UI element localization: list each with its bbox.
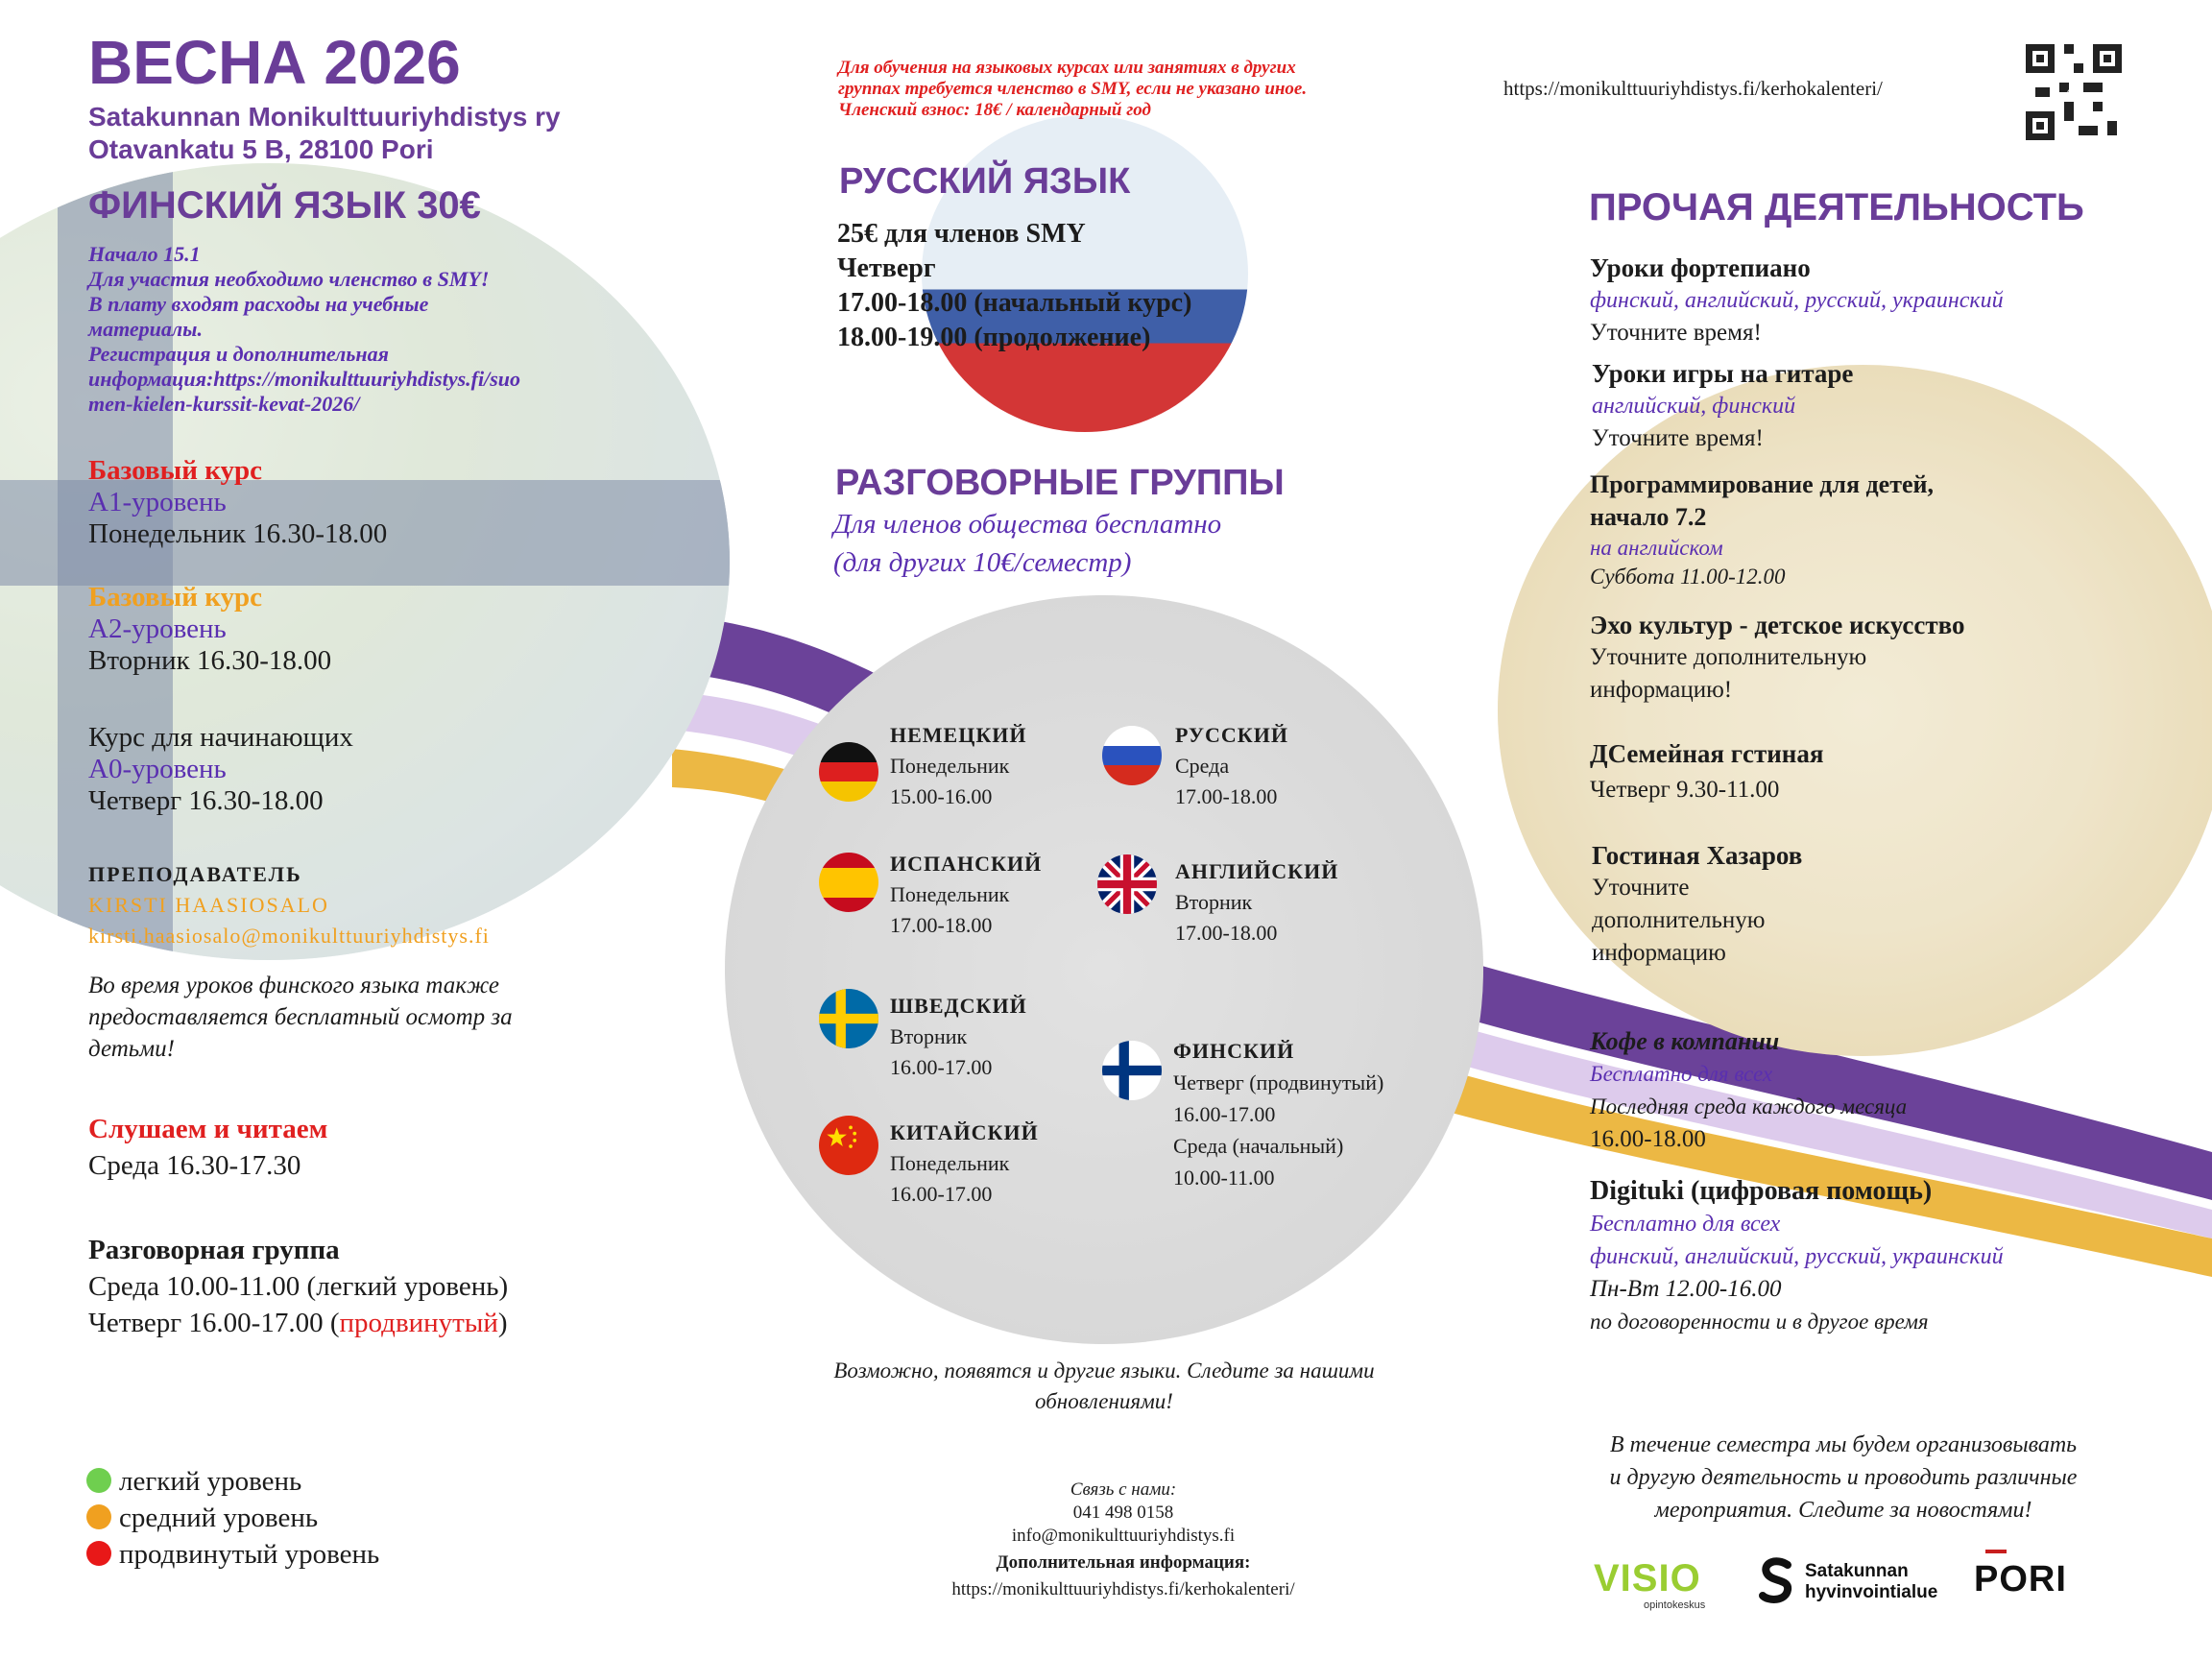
- legend-item: продвинутый уровень: [86, 1536, 379, 1573]
- svg-text:QR: [2067, 89, 2080, 99]
- course-a0: Курс для начинающих А0-уровень Четверг 16.30-18.00: [88, 722, 353, 816]
- teacher-label: ПРЕПОДАВАТЕЛЬ: [88, 862, 302, 886]
- contact-email[interactable]: info@monikulttuuriyhdistys.fi: [1011, 1526, 1236, 1546]
- course-a2: Базовый курс А2-уровень Вторник 16.30-18.00: [88, 582, 332, 676]
- group-german: НЕМЕЦКИЙ Понедельник 15.00-16.00: [890, 723, 1027, 808]
- group-russian: РУССКИЙ Среда 17.00-18.00: [1175, 723, 1288, 808]
- pori-logo: PORI: [1974, 1559, 2067, 1599]
- sweden-flag-icon: [819, 989, 878, 1048]
- activity-family: ДСемейная гстиная Четверг 9.30-11.00: [1590, 739, 1824, 803]
- org-name: Satakunnan Monikulttuuriyhdistys ry: [88, 102, 561, 132]
- activity-hazarov: Гостиная Хазаров Уточните дополнительную информацию: [1592, 841, 1803, 966]
- talk-title: Разговорная группа: [88, 1235, 340, 1265]
- russian-details: 25€ для членов SMY Четверг 17.00-18.00 (начальный курс) 18.00-19.00 (продолжение): [837, 219, 1192, 352]
- semester-note: В течение семестра мы будем организовывать и другую деятельность и проводить различные мероприятия. Следите за новостями!: [1609, 1432, 2078, 1523]
- uk-flag-icon: [1097, 854, 1157, 914]
- group-swedish: ШВЕДСКИЙ Вторник 16.00-17.00: [890, 994, 1027, 1079]
- finnish-intro: Начало 15.1 Для участия необходимо членство в SMY! В плату входят расходы на учебные материалы. Регистрация и дополнительная информация:https://monikulttuuriyhdistys.fi/suo men-kielen-kurssit-kevat-2026/: [88, 242, 521, 416]
- activity-coffee: Кофе в компании Бесплатно для всех Последняя среда каждого месяца 16.00-18.00: [1590, 1027, 1908, 1152]
- china-flag-icon: [819, 1116, 878, 1175]
- activity-programming: Программирование для детей, начало 7.2 на английском Суббота 11.00-12.00: [1590, 470, 1934, 589]
- activity-piano: Уроки фортепиано финский, английский, русский, украинский Уточните время!: [1590, 253, 2004, 346]
- group-english: АНГЛИЙСКИЙ Вторник 17.00-18.00: [1175, 859, 1339, 945]
- org-address: Otavankatu 5 B, 28100 Pori: [88, 134, 434, 164]
- visio-logo: VISIO: [1594, 1557, 1701, 1599]
- finland-flag-icon: [1102, 1041, 1162, 1100]
- groups-subtitle: Для членов общества бесплатно (для других 10€/семестр): [833, 509, 1222, 578]
- activity-digituki: Digituki (цифровая помощь) Бесплатно для всех финский, английский, русский, украинский Пн-Вт 12.00-16.00 по договоренности и в другое время: [1590, 1176, 2004, 1334]
- group-spanish: ИСПАНСКИЙ Понедельник 17.00-18.00: [890, 852, 1043, 937]
- contact-url[interactable]: https://monikulttuuriyhdistys.fi/kerhokalenteri/: [951, 1579, 1295, 1599]
- finnish-title: ФИНСКИЙ ЯЗЫК 30€: [88, 184, 481, 227]
- russian-title: РУССКИЙ ЯЗЫК: [839, 161, 1131, 202]
- group-photo: [725, 595, 1483, 1344]
- qr-code[interactable]: [2026, 44, 2122, 140]
- activity-guitar: Уроки игры на гитаре английский, финский Уточните время!: [1592, 359, 1854, 451]
- satakunta-logo-icon: [1757, 1557, 1797, 1605]
- activity-echo: Эхо культур - детское искусство Уточните дополнительную информацию!: [1590, 611, 1965, 703]
- green-dot-icon: [86, 1468, 111, 1493]
- registration-link[interactable]: информация:https://monikulttuuriyhdistys.fi/suo: [88, 367, 521, 391]
- teacher-name: KIRSTI HAASIOSALO: [88, 893, 329, 917]
- red-dot-icon: [86, 1541, 111, 1566]
- other-title: ПРОЧАЯ ДЕЯТЕЛЬНОСТЬ: [1589, 186, 2084, 228]
- pori-crown-icon: [1985, 1550, 2007, 1559]
- membership-note: Для обучения на языковых курсах или занятиях в других группах требуется членство в SMY, если не указано иное. Членский взнос: 18€ / календарный год: [838, 58, 1308, 120]
- course-a1: Базовый курс А1-уровень Понедельник 16.30-18.00: [88, 455, 388, 549]
- contact-phone[interactable]: 041 498 0158: [1072, 1503, 1174, 1523]
- germany-flag-icon: [819, 742, 878, 802]
- registration-link-cont[interactable]: men-kielen-kurssit-kevat-2026/: [88, 392, 360, 416]
- visio-sub: opintokeskus: [1644, 1599, 1706, 1611]
- legend-item: легкий уровень: [86, 1463, 379, 1500]
- talk-time-2: Четверг 16.00-17.00 (продвинутый): [88, 1308, 508, 1338]
- listen-time: Среда 16.30-17.30: [88, 1150, 301, 1181]
- contact-block: Связь с нами: 041 498 0158 info@monikulttuuriyhdistys.fi Дополнительная информация: https://monikulttuuriyhdistys.fi/kerhokalenteri/: [883, 1479, 1363, 1601]
- satakunta-logo: Satakunnan hyvinvointialue: [1805, 1561, 1938, 1602]
- calendar-link[interactable]: https://monikulttuuriyhdistys.fi/kerhokalenteri/: [1503, 77, 1883, 100]
- teacher-email[interactable]: kirsti.haasiosalo@monikulttuuriyhdistys.fi: [88, 924, 490, 948]
- russia-flag-icon: [1102, 726, 1162, 785]
- groups-title: РАЗГОВОРНЫЕ ГРУППЫ: [835, 463, 1285, 503]
- spain-flag-icon: [819, 853, 878, 912]
- more-languages-note: Возможно, появятся и другие языки. Следите за нашими обновлениями!: [833, 1358, 1375, 1413]
- listen-title: Слушаем и читаем: [88, 1114, 328, 1144]
- group-finnish: ФИНСКИЙ Четверг (продвинутый) 16.00-17.00 Среда (начальный) 10.00-11.00: [1173, 1039, 1384, 1190]
- talk-time-1: Среда 10.00-11.00 (легкий уровень): [88, 1271, 509, 1302]
- orange-dot-icon: [86, 1504, 111, 1529]
- page-title: ВЕСНА 2026: [88, 28, 461, 97]
- group-chinese: КИТАЙСКИЙ Понедельник 16.00-17.00: [890, 1120, 1039, 1206]
- legend-item: средний уровень: [86, 1500, 379, 1536]
- level-legend: [86, 1463, 379, 1573]
- childcare-note: Во время уроков финского языка также предоставляется бесплатный осмотр за детьми!: [88, 973, 513, 1062]
